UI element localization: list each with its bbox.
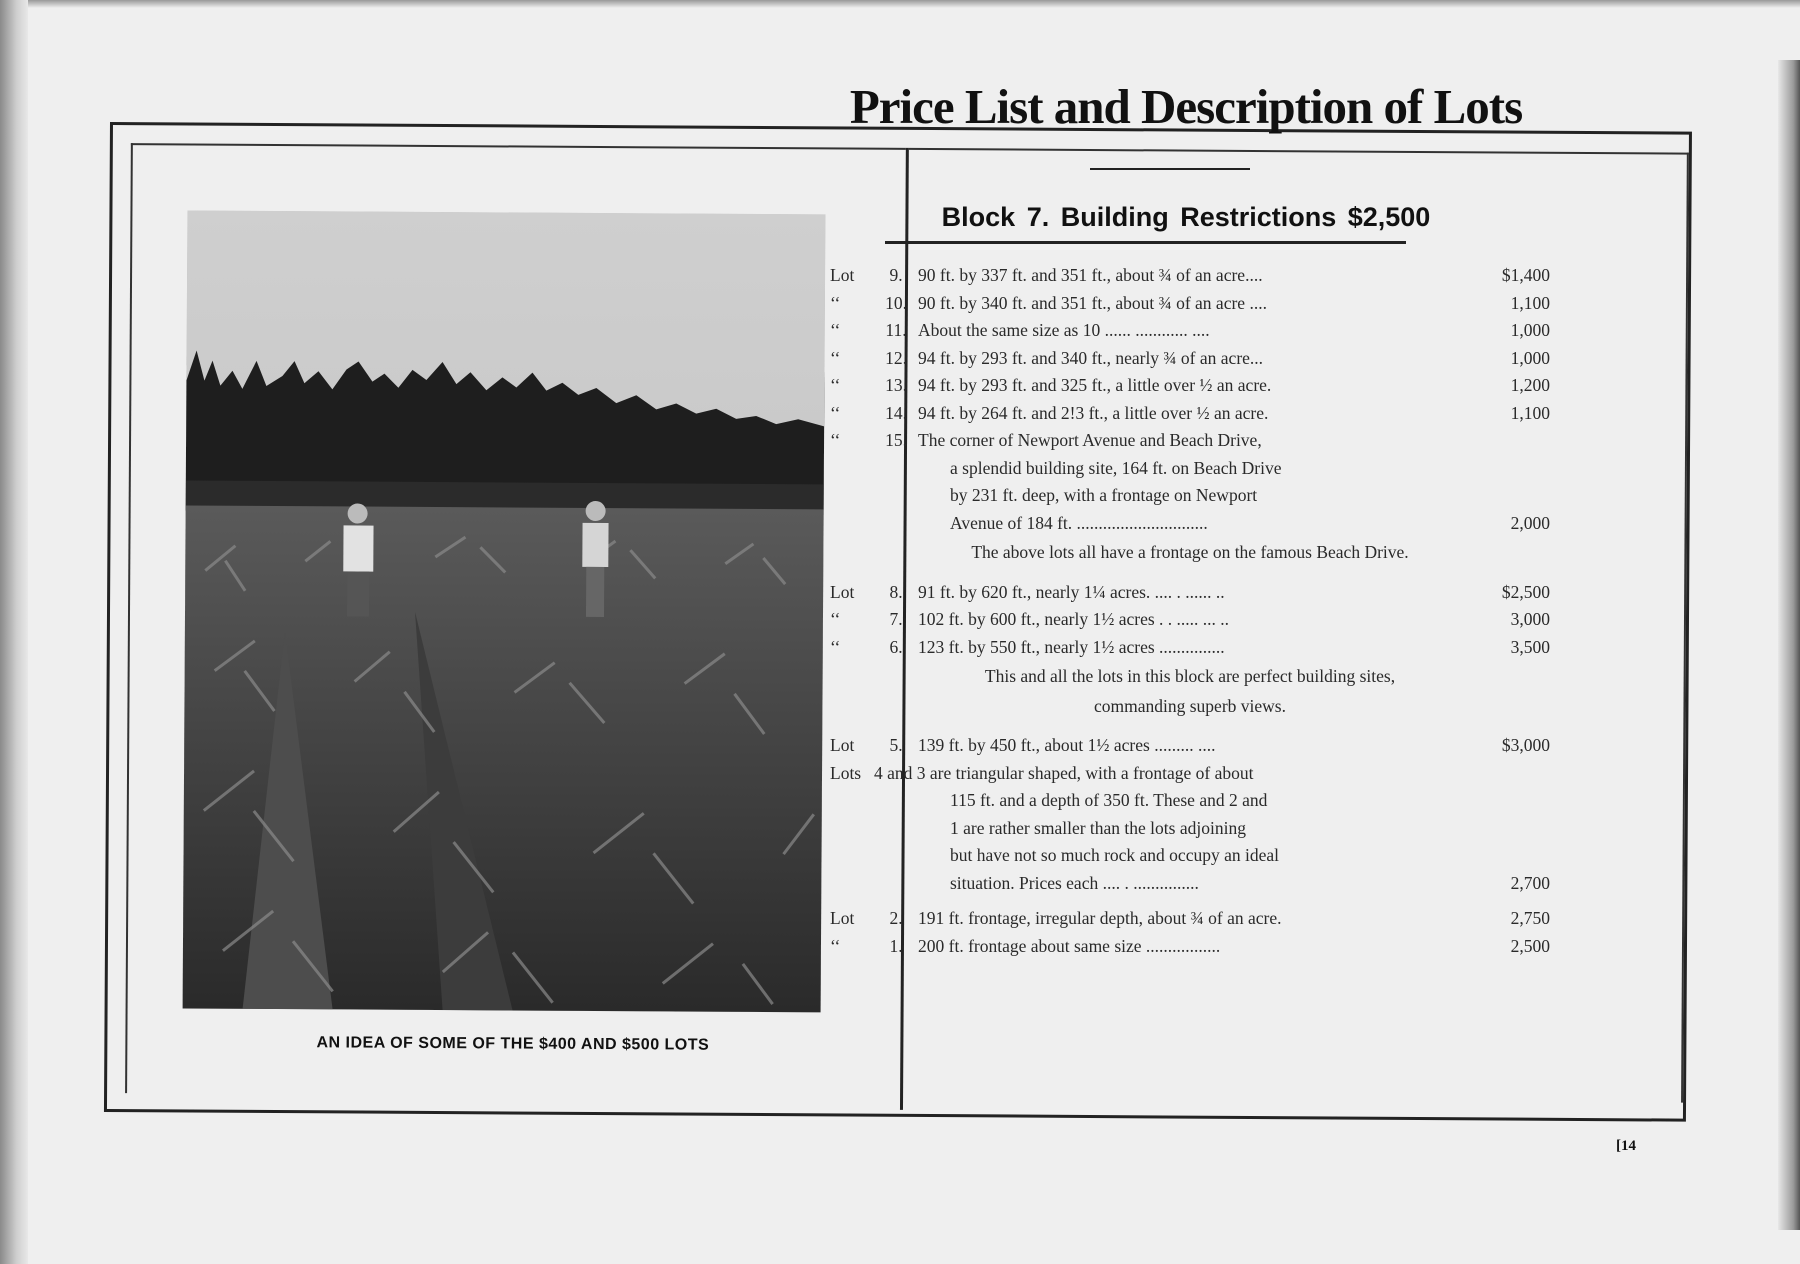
lot-label: ‘‘ — [830, 402, 841, 423]
lot-description: 90 ft. by 337 ft. and 351 ft., about ¾ of an acre.... — [918, 265, 1263, 285]
list-item-continuation — [830, 510, 1550, 538]
lot-description: 115 ft. and a depth of 350 ft. These and 2 and — [950, 790, 1268, 810]
lot-number: 15. — [885, 430, 907, 450]
lot-price: 2,750 — [1510, 908, 1550, 928]
lot-number: 5. — [889, 735, 903, 755]
lot-description: 94 ft. by 264 ft. and 2!3 ft., a little over ½ an acre. — [918, 402, 1269, 423]
lot-price: 3,000 — [1510, 609, 1550, 629]
lot-price: $1,400 — [1501, 265, 1550, 285]
lot-label: ‘‘ — [830, 935, 841, 956]
lot-description: 91 ft. by 620 ft., nearly 1¼ acres. .... . ...... .. — [918, 581, 1225, 602]
lot-description: 139 ft. by 450 ft., about 1½ acres ......... .... — [918, 735, 1216, 755]
list-item — [830, 290, 1550, 318]
lot-description: 4 and 3 are triangular shaped, with a frontage of about — [874, 762, 1254, 783]
list-item — [830, 606, 1550, 634]
list-item — [830, 372, 1550, 400]
lot-number: 1. — [889, 935, 903, 956]
lot-label: ‘‘ — [830, 375, 841, 395]
lot-number: 9. — [889, 265, 903, 285]
lot-price: 1,000 — [1510, 320, 1550, 340]
lot-price — [1480, 427, 1550, 455]
lot-price: 1,100 — [1510, 292, 1550, 313]
lot-label: Lot — [830, 265, 855, 285]
list-item — [830, 634, 1550, 662]
spacer — [830, 897, 1550, 905]
list-item — [830, 427, 1550, 455]
lot-description: 200 ft. frontage about same size ................. — [918, 935, 1221, 956]
lot-label: ‘‘ — [830, 636, 841, 657]
lot-description: by 231 ft. deep, with a frontage on Newport — [950, 485, 1258, 505]
lot-number: 10. — [885, 292, 907, 313]
block-heading: Block 7. Building Restrictions $2,500 — [941, 202, 1431, 232]
list-item-continuation — [830, 455, 1550, 483]
lot-price: $2,500 — [1501, 581, 1550, 602]
lot-price: 1,200 — [1510, 375, 1550, 395]
lot-number: 2. — [889, 908, 903, 928]
list-item — [830, 400, 1550, 428]
lot-price: 2,700 — [1510, 872, 1550, 893]
list-item — [830, 933, 1550, 961]
page-edge — [1778, 60, 1800, 1230]
page-title: Price List and Description of Lots — [849, 79, 1523, 134]
lot-description: The corner of Newport Avenue and Beach Drive, — [918, 430, 1262, 450]
lot-label: ‘‘ — [830, 347, 841, 368]
note-superb-views: commanding superb views. — [1094, 695, 1286, 716]
lot-description: 1 are rather smaller than the lots adjoining — [950, 817, 1246, 838]
lot-number: 14. — [885, 402, 907, 423]
lot-description: a splendid building site, 164 ft. on Beach Drive — [950, 457, 1282, 478]
note-building-sites: This and all the lots in this block are perfect building sites, — [984, 666, 1396, 686]
page-number: [14 — [1616, 1138, 1636, 1154]
title-rule — [1090, 168, 1250, 170]
note-beach-drive: The above lots all have a frontage on the famous Beach Drive. — [971, 542, 1409, 562]
lot-description: 90 ft. by 340 ft. and 351 ft., about ¾ of an acre .... — [918, 292, 1267, 313]
photo-illustration — [183, 210, 826, 1012]
lot-price: $3,000 — [1501, 735, 1550, 755]
lot-number: 13. — [885, 375, 907, 395]
lot-label: Lot — [830, 581, 855, 602]
photo-caption: AN IDEA OF SOME OF THE $400 AND $500 LOTS — [316, 1034, 710, 1054]
list-item — [830, 262, 1550, 290]
book-gutter — [0, 0, 28, 1264]
lot-price: 1,100 — [1510, 402, 1550, 423]
list-item — [830, 760, 1550, 788]
cornfield-photo — [183, 210, 826, 1012]
lot-number: 7. — [889, 609, 903, 629]
lot-label: ‘‘ — [830, 609, 841, 629]
lot-description: 191 ft. frontage, irregular depth, about ¾ of an acre. — [918, 908, 1282, 928]
lot-number: 8. — [889, 581, 903, 602]
list-item-continuation — [830, 842, 1550, 870]
list-item — [830, 905, 1550, 933]
lot-label: Lots — [830, 762, 862, 783]
list-item — [830, 579, 1550, 607]
lot-description: 123 ft. by 550 ft., nearly 1½ acres ............... — [918, 636, 1225, 657]
lot-price: 1,000 — [1510, 347, 1550, 368]
lot-label: Lot — [830, 908, 855, 928]
lot-label: Lot — [830, 735, 855, 755]
lot-price-list — [830, 262, 1550, 960]
list-item — [830, 317, 1550, 345]
lot-price: 2,500 — [1510, 935, 1550, 956]
lot-number: 12. — [885, 347, 907, 368]
lot-price: 2,000 — [1510, 512, 1550, 533]
heading-underline — [885, 241, 1406, 244]
lot-label: ‘‘ — [830, 320, 841, 340]
lot-description: Avenue of 184 ft. .............................. — [950, 512, 1208, 533]
lot-description: 94 ft. by 293 ft. and 325 ft., a little over ½ an acre. — [918, 375, 1272, 395]
lot-description: situation. Prices each .... . ............... — [950, 872, 1199, 893]
list-item-continuation — [830, 787, 1550, 815]
list-item — [830, 345, 1550, 373]
lot-label: ‘‘ — [830, 292, 841, 313]
list-item — [830, 732, 1550, 760]
lot-label: ‘‘ — [830, 430, 841, 450]
lot-description: 102 ft. by 600 ft., nearly 1½ acres . . ..... ... .. — [918, 609, 1230, 629]
lot-number: 6. — [889, 636, 903, 657]
lot-price: 3,500 — [1510, 636, 1550, 657]
lot-description: 94 ft. by 293 ft. and 340 ft., nearly ¾ of an acre... — [918, 347, 1264, 368]
list-item-continuation — [830, 482, 1550, 510]
lot-description: About the same size as 10 ...... ............ .... — [918, 320, 1210, 340]
top-shadow — [0, 0, 1800, 8]
lot-number: 11. — [885, 320, 907, 340]
list-item-continuation — [830, 870, 1550, 898]
list-item-continuation — [830, 815, 1550, 843]
lot-description: but have not so much rock and occupy an ideal — [950, 845, 1279, 865]
